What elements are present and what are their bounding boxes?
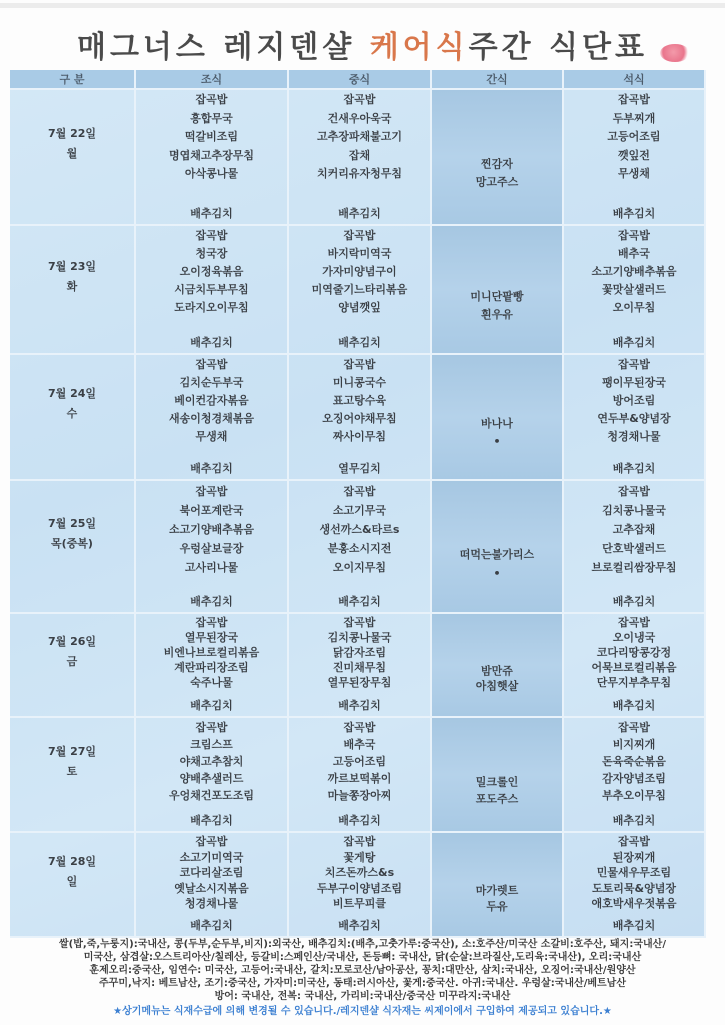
menu-item: 김치콩나물국 — [327, 631, 392, 644]
menu-item: 부추오이무침 — [602, 789, 666, 802]
lunch-cell — [288, 717, 431, 832]
menu-item: 잡채 — [348, 148, 371, 162]
snack-cell — [431, 225, 563, 354]
menu-item: 잡곡밥 — [195, 229, 228, 242]
kimchi-item: 열무김치 — [338, 462, 381, 475]
dinner-cell — [563, 225, 705, 354]
snack-cell — [431, 89, 563, 225]
table-row — [10, 225, 705, 354]
weekday-label: 토 — [66, 764, 78, 778]
menu-item: 잡곡밥 — [618, 229, 650, 242]
menu-item: 크림스프 — [190, 738, 233, 751]
title-highlight: 케어식 — [369, 30, 469, 65]
lunch-cell — [288, 354, 431, 480]
date-label: 7월 28일 — [47, 854, 97, 868]
menu-item: • — [493, 566, 501, 580]
kimchi-item: 배추김치 — [612, 595, 656, 608]
menu-item: 잡곡밥 — [195, 93, 228, 106]
header-lunch: 중식 — [288, 70, 431, 89]
kimchi-item: 배추김치 — [338, 699, 381, 712]
menu-item: 우엉채건포도조림 — [168, 789, 254, 802]
menu-item: 코다리살조림 — [179, 866, 244, 879]
menu-item: 마가렛트 — [475, 883, 519, 897]
origin-line: 훈제오리:중국산, 임연수: 미국산, 고등어:국내산, 갈치:모로코산/남아공산, 꽁치:대만산, 삼치:국내산, 오징어:국내산/원양산 — [89, 965, 636, 976]
menu-item: 고추장파채불고기 — [316, 130, 402, 143]
menu-item: 잡곡밥 — [195, 358, 228, 371]
menu-item: 민물새우무조림 — [596, 866, 672, 879]
kimchi-item: 배추김치 — [338, 595, 381, 608]
kimchi-item: 배추김치 — [338, 814, 381, 827]
menu-item: 된장찌개 — [612, 850, 656, 864]
lunch-cell — [288, 613, 431, 717]
menu-item: 우렁살보글장 — [179, 542, 244, 555]
kimchi-item: 배추김치 — [612, 462, 656, 475]
table-row — [10, 717, 705, 832]
kimchi-item: 배추김치 — [338, 207, 381, 220]
menu-item: 청경채나물 — [184, 897, 239, 910]
menu-item: 애호박새우젓볶음 — [591, 897, 677, 910]
menu-item: 잡곡밥 — [343, 616, 376, 629]
kimchi-item: 배추김치 — [190, 919, 233, 932]
menu-item: 잡곡밥 — [618, 485, 650, 498]
menu-item: 무생채 — [195, 430, 228, 443]
date-label: 7월 22일 — [47, 127, 97, 140]
kimchi-item: 배추김치 — [338, 919, 381, 932]
dinner-cell — [563, 613, 705, 717]
title-part2: 주간 식단표 — [468, 30, 649, 65]
breakfast-cell — [135, 225, 288, 354]
table-row — [10, 480, 705, 613]
menu-item: 밤만쥬 — [481, 664, 513, 678]
lunch-cell — [288, 480, 431, 613]
menu-item: 팽이무된장국 — [602, 376, 666, 389]
menu-item: 잡곡밥 — [343, 93, 376, 106]
menu-item: 오이지무침 — [332, 561, 387, 574]
breakfast-cell — [135, 480, 288, 613]
menu-item: 건새우아욱국 — [327, 111, 392, 125]
menu-item: 야채고추참치 — [179, 755, 244, 768]
title-part1: 매그너스 레지덴샬 — [76, 30, 370, 65]
kimchi-item: 배추김치 — [612, 699, 656, 712]
menu-item: 양배추샐러드 — [179, 772, 244, 785]
menu-item: 가자미양념구이 — [322, 265, 397, 278]
date-label: 7월 26일 — [47, 635, 97, 648]
menu-item: 시금치두부무침 — [174, 283, 249, 296]
menu-item: 단무지부추무침 — [596, 676, 672, 689]
menu-item: 명엽채고추장무침 — [168, 148, 254, 162]
origin-line: 주꾸미,낙지: 베트남산, 조기:중국산, 가자미:미국산, 동태:러시아산, 꽃게:중국산. 아귀:국내산. 우렁살:국내산/베트남산 — [99, 978, 626, 989]
menu-item: 잡곡밥 — [195, 835, 228, 848]
menu-item: 감자양념조림 — [602, 772, 666, 785]
menu-item: 아침햇살 — [475, 679, 519, 693]
table-row — [10, 354, 705, 480]
menu-item: 흥합무국 — [190, 111, 233, 125]
menu-item: 고추잡채 — [612, 523, 656, 536]
menu-item: 아삭콩나물 — [184, 167, 239, 180]
menu-item: 치즈돈까스&s — [324, 866, 395, 879]
kimchi-item: 배추김치 — [612, 207, 656, 220]
menu-item: 고사리나물 — [184, 561, 239, 574]
menu-item: 새송이청경채볶음 — [168, 412, 254, 425]
menu-item: 옛날소시지볶음 — [174, 881, 249, 895]
snack-cell — [431, 354, 563, 480]
breakfast-cell — [135, 613, 288, 717]
menu-item: 고등어조림 — [332, 755, 387, 768]
kimchi-item: 배추김치 — [612, 919, 656, 932]
menu-item: 분홍소시지전 — [327, 542, 392, 555]
menu-item: 포도주스 — [475, 791, 519, 805]
weekday-label: 월 — [66, 147, 78, 160]
menu-item: 계란파리장조림 — [174, 661, 249, 674]
lunch-cell — [288, 832, 431, 937]
menu-item: 소고기미역국 — [179, 850, 244, 864]
page-title — [0, 22, 725, 66]
menu-item: 진미채무침 — [332, 661, 387, 674]
menu-item: • — [493, 435, 501, 449]
dinner-cell — [563, 354, 705, 480]
menu-item: 베이컨감자볶음 — [174, 394, 249, 407]
kimchi-item: 배추김치 — [190, 462, 233, 475]
day-cell — [10, 599, 135, 703]
origin-line: 미국산, 삼겹살:오스트리아산/칠레산, 등갈비:스페인산/국내산, 돈등뼈: 국내산, 닭(순살:브라질산,도리육:국내산), 오리:국내산 — [83, 952, 642, 963]
weekday-label: 수 — [66, 407, 78, 420]
menu-item: 청국장 — [195, 247, 228, 260]
menu-item: 양념깻잎 — [338, 301, 381, 314]
menu-item: 두부찌개 — [612, 111, 656, 125]
day-cell — [10, 211, 135, 340]
menu-item: 오이무침 — [612, 301, 656, 314]
kimchi-item: 배추김치 — [338, 336, 381, 349]
menu-item: 잡곡밥 — [343, 485, 376, 498]
breakfast-cell — [135, 89, 288, 225]
day-cell — [10, 703, 135, 818]
menu-item: 단호박샐러드 — [602, 542, 666, 555]
menu-item: 배추국 — [343, 738, 376, 751]
menu-item: 미니단팥빵 — [470, 289, 524, 303]
menu-item: 고등어조림 — [607, 130, 661, 143]
menu-item: 소고기양배추볶음 — [168, 523, 254, 536]
menu-item: 돈육죽순볶음 — [602, 755, 666, 768]
menu-item: 배추국 — [618, 247, 650, 260]
kimchi-item: 배추김치 — [612, 814, 656, 827]
origin-line: 쌀(밥,죽,누룽지):국내산, 콩(두부,순두부,비지):외국산, 배추김치:(배추,고춧가루:중국산), 소:호주산/미국산 소갈비:호주산, 돼지:국내산/ — [59, 939, 666, 950]
menu-item: 비엔나브로컬리볶음 — [163, 646, 260, 659]
snack-cell — [431, 480, 563, 613]
snack-cell — [431, 832, 563, 937]
weekday-label: 일 — [66, 874, 78, 888]
menu-item: 치커리유자청무침 — [316, 167, 402, 180]
table-row — [10, 832, 705, 937]
menu-item: 잡곡밥 — [195, 616, 228, 629]
menu-item: 잡곡밥 — [343, 358, 376, 371]
kimchi-item: 배추김치 — [190, 814, 233, 827]
date-label: 7월 25일 — [47, 516, 97, 530]
header-snack: 간식 — [431, 70, 563, 89]
footer — [0, 938, 725, 1018]
snack-cell — [431, 613, 563, 717]
snack-cell — [431, 717, 563, 832]
menu-item: 도토리묵&양념장 — [592, 881, 676, 895]
kimchi-item: 배추김치 — [612, 336, 656, 349]
menu-item: 잡곡밥 — [343, 229, 376, 242]
menu-item: 어묵브로컬리볶음 — [591, 661, 677, 674]
menu-item: 표고탕수육 — [332, 394, 387, 407]
menu-item: 김치콩나물국 — [602, 504, 666, 517]
table-row — [10, 613, 705, 717]
menu-item: 잡곡밥 — [195, 721, 228, 734]
breakfast-cell — [135, 717, 288, 832]
header-dinner: 석식 — [563, 70, 705, 89]
menu-item: 떡갈비조림 — [184, 130, 239, 143]
date-label: 7월 24일 — [47, 387, 97, 400]
menu-item: 두유 — [486, 899, 508, 913]
menu-item: 도라지오이무침 — [174, 301, 249, 314]
menu-item: 오이냉국 — [612, 631, 656, 644]
menu-item: 비트무피클 — [332, 897, 387, 910]
menu-item: 무생채 — [618, 167, 650, 180]
menu-item: 오이정육볶음 — [179, 265, 244, 278]
menu-item: 잡곡밥 — [343, 721, 376, 734]
notice: ★상기메뉴는 식재수급에 의해 변경될 수 있습니다./레지덴샬 식자재는 씨제이에서 구입하여 제공되고 있습니다.★ — [113, 1006, 612, 1017]
menu-item: 잡곡밥 — [618, 721, 650, 734]
header-category: 구 분 — [10, 70, 135, 89]
day-cell — [10, 466, 135, 599]
weekly-menu-table — [10, 70, 706, 938]
breakfast-cell — [135, 832, 288, 937]
kimchi-item: 배추김치 — [190, 595, 233, 608]
origin-line: 방어: 국내산, 전복: 국내산, 가리비:국내산/중국산 미꾸라지:국내산 — [214, 991, 511, 1002]
menu-item: 열무된장무침 — [327, 676, 392, 689]
menu-item: 청경채나물 — [607, 430, 661, 443]
lunch-cell — [288, 225, 431, 354]
menu-item: 잡곡밥 — [618, 93, 650, 106]
menu-item: 잡곡밥 — [618, 835, 650, 848]
menu-item: 찐감자 — [481, 157, 513, 171]
dinner-cell — [563, 480, 705, 613]
dinner-cell — [563, 832, 705, 937]
menu-item: 닭감자조림 — [332, 646, 387, 659]
lunch-cell — [288, 89, 431, 225]
date-label: 7월 27일 — [47, 744, 97, 758]
breakfast-cell — [135, 354, 288, 480]
menu-item: 소고기양배추볶음 — [591, 265, 677, 278]
menu-item: 숙주나물 — [190, 676, 233, 689]
menu-item: 잡곡밥 — [618, 358, 650, 371]
menu-item: 밀크롤인 — [475, 774, 519, 788]
origin-info — [0, 938, 725, 1003]
menu-item: 북어포계란국 — [179, 504, 244, 517]
table-row — [10, 89, 705, 225]
top-rule — [0, 3, 725, 8]
day-cell — [10, 75, 135, 211]
dinner-cell — [563, 89, 705, 225]
menu-item: 두부구이양념조림 — [316, 881, 402, 895]
menu-item: 흰우유 — [481, 307, 513, 321]
menu-item: 열무된장국 — [184, 631, 239, 644]
menu-item: 생선까스&타르s — [319, 523, 400, 536]
menu-item: 방어조림 — [612, 394, 656, 407]
kimchi-item: 배추김치 — [190, 336, 233, 349]
menu-item: 미니콩국수 — [332, 376, 387, 389]
kimchi-item: 배추김치 — [190, 207, 233, 220]
menu-item: 망고주스 — [475, 175, 519, 189]
menu-item: 까르보떡볶이 — [327, 772, 392, 785]
menu-item: 소고기무국 — [332, 504, 387, 517]
menu-item: 브로컬리쌈장무침 — [591, 561, 677, 574]
menu-item: 미역줄기느타리볶음 — [311, 283, 408, 296]
date-label: 7월 23일 — [47, 259, 97, 273]
day-cell — [10, 340, 135, 466]
day-cell — [10, 818, 135, 923]
kimchi-item: 배추김치 — [190, 699, 233, 712]
menu-item: 잡곡밥 — [195, 485, 228, 498]
menu-item: 꽃맛살샐러드 — [602, 283, 666, 296]
menu-item: 잡곡밥 — [343, 835, 376, 848]
menu-item: 마늘쫑장아찌 — [327, 789, 392, 802]
menu-item: 바나나 — [481, 417, 513, 431]
header-breakfast: 조식 — [135, 70, 288, 89]
flower-icon — [660, 44, 690, 62]
menu-item: 바지락미역국 — [327, 247, 392, 260]
menu-item: 김치순두부국 — [179, 376, 244, 389]
menu-item: 짜사이무침 — [332, 430, 387, 443]
weekday-label: 목(중복) — [51, 536, 93, 550]
dinner-cell — [563, 717, 705, 832]
menu-item: 잡곡밥 — [618, 616, 650, 629]
menu-item: 떠먹는불가리스 — [459, 547, 535, 561]
menu-item: 비지찌개 — [612, 738, 656, 751]
menu-item: 오징어야채무침 — [322, 412, 397, 425]
weekday-label: 화 — [66, 279, 78, 293]
weekday-label: 금 — [66, 655, 78, 668]
menu-item: 꽃게탕 — [343, 850, 376, 864]
menu-item: 연두부&양념장 — [597, 412, 671, 425]
menu-item: 코다리땅콩강정 — [596, 646, 672, 659]
menu-item: 깻잎전 — [618, 148, 650, 162]
